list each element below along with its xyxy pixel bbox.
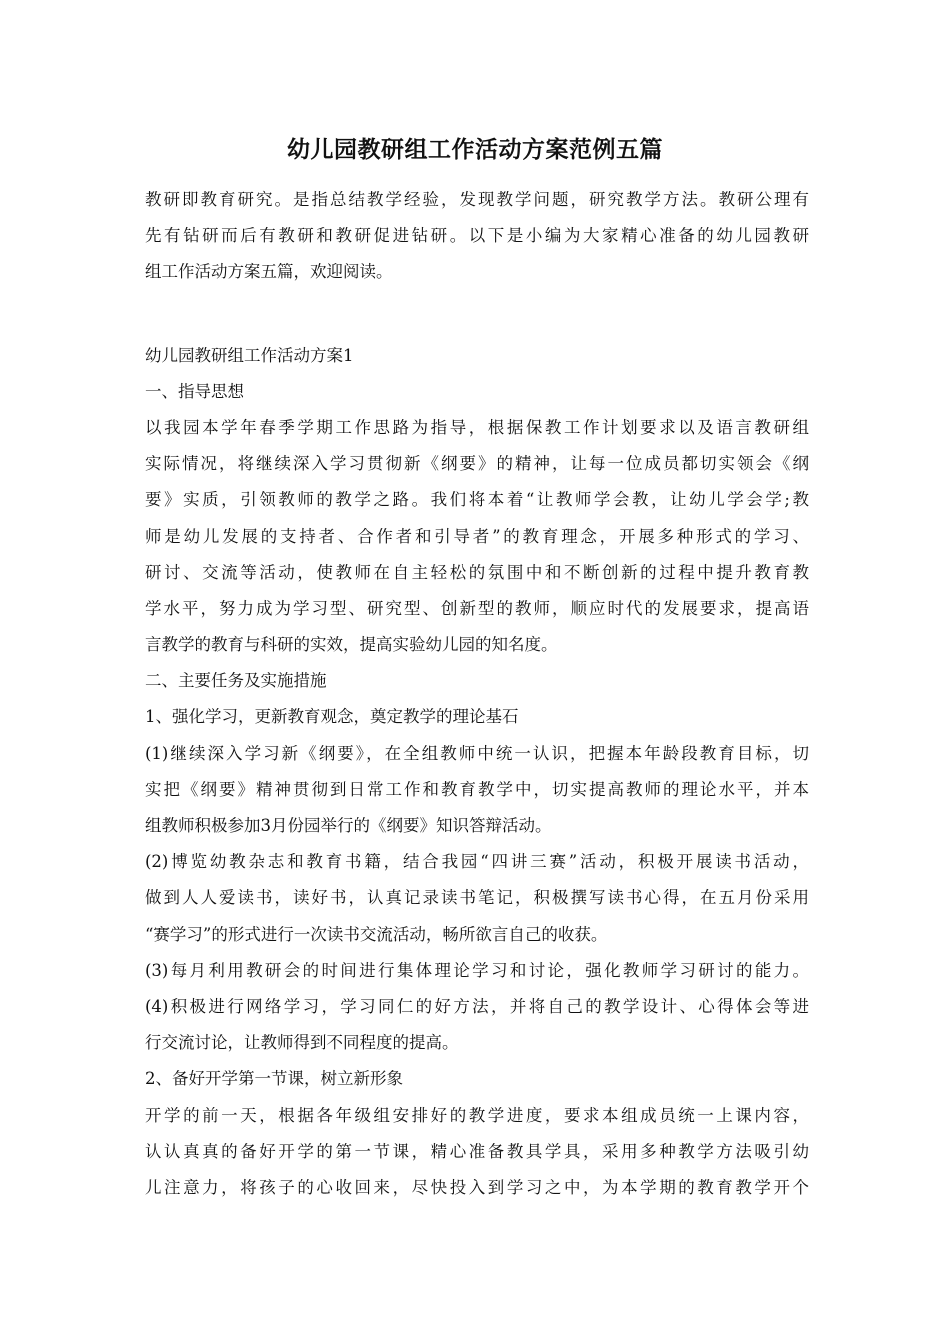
body-line: “赛学习”的形式进行一次读书交流活动，畅所欲言自己的收获。 — [145, 924, 608, 944]
intro-line: 先有钻研而后有教研和教研促进钻研。以下是小编为大家精心准备的幼儿园教研 — [145, 226, 809, 246]
section-heading: 二、主要任务及实施措施 — [145, 671, 327, 691]
body-line: (2)博览幼教杂志和教育书籍，结合我园“四讲三赛”活动，积极开展读书活动， — [145, 852, 809, 872]
body-line: 言教学的教育与科研的实效，提高实验幼儿园的知名度。 — [145, 635, 558, 655]
body-line: 行交流讨论，让教师得到不同程度的提高。 — [145, 1033, 459, 1053]
body-line: 开学的前一天，根据各年级组安排好的教学进度，要求本组成员统一上课内容， — [145, 1105, 809, 1125]
body-line: (4)积极进行网络学习，学习同仁的好方法，并将自己的教学设计、心得体会等进 — [145, 996, 809, 1016]
body-line: 做到人人爱读书，读好书，认真记录读书笔记，积极撰写读书心得，在五月份采用 — [145, 888, 809, 908]
body-line: 要》实质，引领教师的教学之路。我们将本着“让教师学会教，让幼儿学会学;教 — [145, 490, 809, 510]
intro-line: 组工作活动方案五篇，欢迎阅读。 — [145, 262, 393, 282]
section-heading: 一、指导思想 — [145, 381, 244, 401]
paragraph-gap — [145, 291, 809, 338]
body-line: 师是幼儿发展的支持者、合作者和引导者”的教育理念，开展多种形式的学习、 — [145, 526, 809, 546]
intro-line: 教研即教育研究。是指总结教学经验，发现教学问题，研究教学方法。教研公理有 — [145, 190, 809, 209]
subsection-heading: 2、备好开学第一节课，树立新形象 — [145, 1069, 403, 1089]
body-line: 以我园本学年春季学期工作思路为指导，根据保教工作计划要求以及语言教研组 — [145, 417, 809, 437]
body-line: 研讨、交流等活动，使教师在自主轻松的氛围中和不断创新的过程中提升教育教 — [145, 562, 809, 582]
document-body — [145, 182, 809, 1206]
body-line: 实际情况，将继续深入学习贯彻新《纲要》的精神，让每一位成员都切实领会《纲 — [145, 454, 809, 474]
body-line: 实把《纲要》精神贯彻到日常工作和教育教学中，切实提高教师的理论水平，并本 — [145, 779, 809, 799]
body-line: 认认真真的备好开学的第一节课，精心准备教具学具，采用多种教学方法吸引幼 — [145, 1141, 809, 1161]
section-heading: 幼儿园教研组工作活动方案1 — [145, 345, 354, 365]
body-line: (1)继续深入学习新《纲要》，在全组教师中统一认识，把握本年龄段教育目标，切 — [145, 743, 809, 763]
body-line: 组教师积极参加3月份园举行的《纲要》知识答辩活动。 — [145, 816, 552, 835]
body-line: 学水平，努力成为学习型、研究型、创新型的教师，顺应时代的发展要求，提高语 — [145, 598, 809, 618]
body-line: (3)每月利用教研会的时间进行集体理论学习和讨论，强化教师学习研讨的能力。 — [145, 960, 809, 980]
body-line: 儿注意力，将孩子的心收回来，尽快投入到学习之中，为本学期的教育教学开个 — [145, 1177, 809, 1197]
document-title: 幼儿园教研组工作活动方案范例五篇 — [287, 136, 663, 163]
subsection-heading: 1、强化学习，更新教育观念，奠定教学的理论基石 — [145, 707, 519, 727]
